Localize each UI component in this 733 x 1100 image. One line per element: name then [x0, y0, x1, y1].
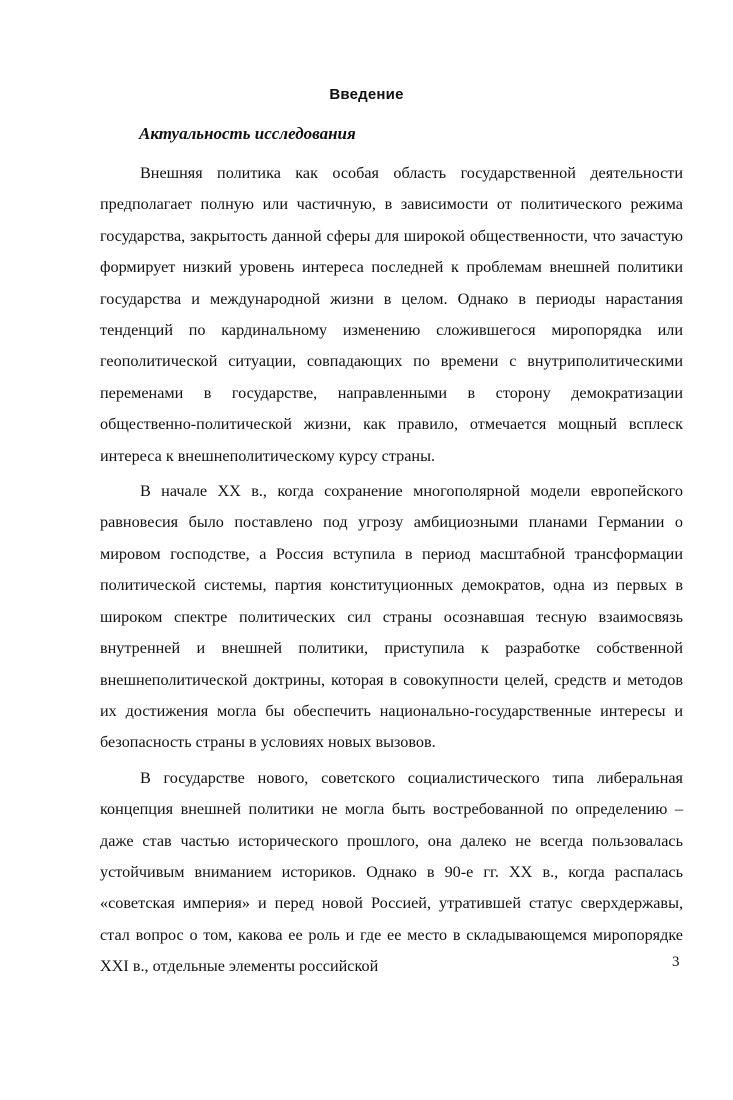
page-number: 3 — [672, 954, 680, 970]
body-text — [100, 158, 683, 987]
section-heading: Актуальность исследования — [139, 124, 356, 143]
paragraph-1: Внешняя политика как особая область государственной деятельности предполагает полную или частичную, в зависимости от политического режима государства, закрытость данной сферы для широкой общественности, что зачастую формирует низкий уровень интереса последней к проблемам внешней политики государства и международной жизни в целом. Однако в периоды нарастания тенденций по кардинальному изменению сложившегося миропорядка или геополитической ситуации, совпадающих по времени с внутриполитическими переменами в государстве, направленными в сторону демократизации общественно-политической жизни, как правило, отмечается мощный всплеск интереса к внешнеполитическому курсу страны. — [100, 164, 683, 465]
paragraph-2: В начале XX в., когда сохранение многополярной модели европейского равновесия было поставлено под угрозу амбициозными планами Германии о мировом господстве, а Россия вступила в период масштабной трансформации политической системы, партия конституционных демократов, одна из первых в широком спектре политических сил страны осознавшая тесную взаимосвязь внутренней и внешней политики, приступила к разработке собственной внешнеполитической доктрины, которая в совокупности целей, средств и методов их достижения могла бы обеспечить национально-государственные интересы и безопасность страны в условиях новых вызовов. — [100, 482, 683, 752]
paragraph-3: В государстве нового, советского социалистического типа либеральная концепция внешней политики не могла быть востребованной по определению – даже став частью исторического прошлого, она далеко не всегда пользовалась устойчивым вниманием историков. Однако в 90-е гг. XX в., когда распалась «советская империя» и перед новой Россией, утратившей статус сверхдержавы, стал вопрос о том, какова ее роль и где ее место в складывающемся миропорядке XXI в., отдельные элементы российской — [100, 768, 683, 976]
page-title: Введение — [329, 86, 404, 103]
